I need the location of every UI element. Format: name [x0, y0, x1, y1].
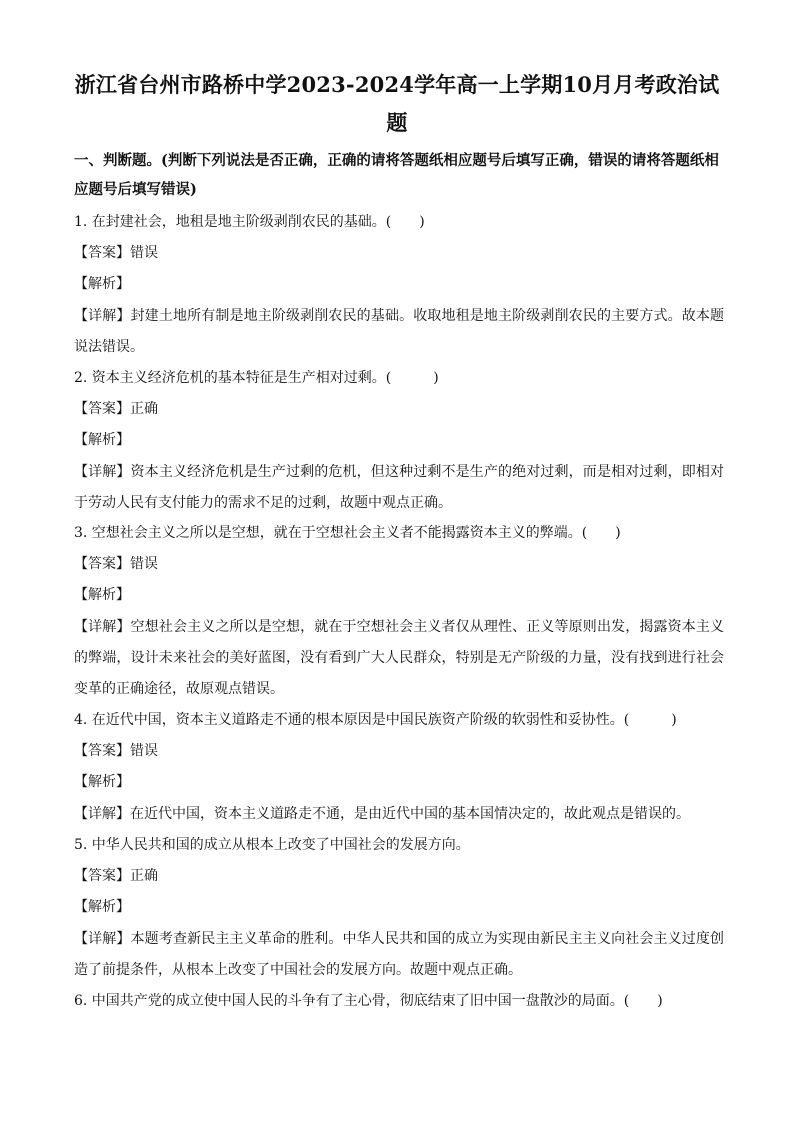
question-5-answer	[74, 866, 724, 886]
question-1-analysis-label: 【解析】	[74, 276, 130, 292]
question-1-stem: 1. 在封建社会，地租是地主阶级剥削农民的基础。( )	[74, 214, 425, 230]
detail-text: 封建土地所有制是地主阶级剥削农民的基础。收取地租是地主阶级剥削农民的主要方式。故本题说法错误。	[74, 308, 725, 355]
question-4-analysis-label: 【解析】	[74, 774, 130, 790]
answer-label: 【答案】	[74, 556, 130, 572]
detail-label: 【详解】	[74, 931, 131, 947]
detail-text: 空想社会主义之所以是空想，就在于空想社会主义者仅从理性、正义等原则出发，揭露资本主义的弊端，设计未来社会的美好蓝图，没有看到广大人民群众，特别是无产阶级的力量，没有找到进行社会变革的正确途径，故原观点错误。	[74, 619, 725, 697]
question-3-stem: 3. 空想社会主义之所以是空想，就在于空想社会主义者不能揭露资本主义的弊端。( )	[74, 525, 621, 541]
section-heading: 一、判断题。(判断下列说法是否正确，正确的请将答题纸相应题号后填写正确，错误的请将答题纸相应题号后填写错误)	[74, 152, 719, 198]
question-2-stem: 2. 资本主义经济危机的基本特征是生产相对过剩。( )	[74, 370, 439, 386]
detail-label: 【详解】	[74, 464, 131, 480]
answer-label: 【答案】	[74, 401, 130, 417]
question-4-stem: 4. 在近代中国，资本主义道路走不通的根本原因是中国民族资产阶级的软弱性和妥协性。( )	[74, 712, 677, 728]
question-3-detail	[74, 612, 724, 705]
detail-text: 在近代中国，资本主义道路走不通，是由近代中国的基本国情决定的，故此观点是错误的。	[130, 806, 690, 822]
question-2-analysis-label: 【解析】	[74, 432, 130, 448]
question-6-stem: 6. 中国共产党的成立使中国人民的斗争有了主心骨，彻底结束了旧中国一盘散沙的局面。( )	[74, 993, 663, 1009]
detail-label: 【详解】	[74, 308, 131, 324]
question-3-answer	[74, 554, 724, 574]
question-4-answer	[74, 741, 724, 761]
question-5-detail	[74, 924, 724, 986]
question-4-detail	[74, 799, 724, 830]
question-1-detail	[74, 301, 724, 363]
answer-value: 错误	[130, 245, 158, 261]
detail-text: 本题考查新民主主义革命的胜利。中华人民共和国的成立为实现由新民主主义向社会主义过度创造了前提条件，从根本上改变了中国社会的发展方向。故题中观点正确。	[74, 931, 725, 978]
question-3-analysis-label: 【解析】	[74, 587, 130, 603]
detail-label: 【详解】	[74, 806, 130, 822]
answer-value: 正确	[130, 868, 158, 884]
detail-label: 【详解】	[74, 619, 131, 635]
document-title: 浙江省台州市路桥中学2023-2024学年高一上学期10月月考政治试题	[74, 72, 720, 135]
answer-label: 【答案】	[74, 245, 130, 261]
question-2-detail	[74, 457, 724, 519]
question-2-answer	[74, 399, 724, 419]
detail-text: 资本主义经济危机是生产过剩的危机，但这种过剩不是生产的绝对过剩，而是相对过剩，即相对于劳动人民有支付能力的需求不足的过剩，故题中观点正确。	[74, 464, 725, 511]
answer-label: 【答案】	[74, 743, 130, 759]
question-5-stem: 5. 中华人民共和国的成立从根本上改变了中国社会的发展方向。	[74, 837, 470, 853]
answer-value: 错误	[130, 743, 158, 759]
answer-value: 错误	[130, 556, 158, 572]
answer-label: 【答案】	[74, 868, 130, 884]
question-1-answer	[74, 243, 724, 263]
answer-value: 正确	[130, 401, 158, 417]
question-5-analysis-label: 【解析】	[74, 899, 130, 915]
